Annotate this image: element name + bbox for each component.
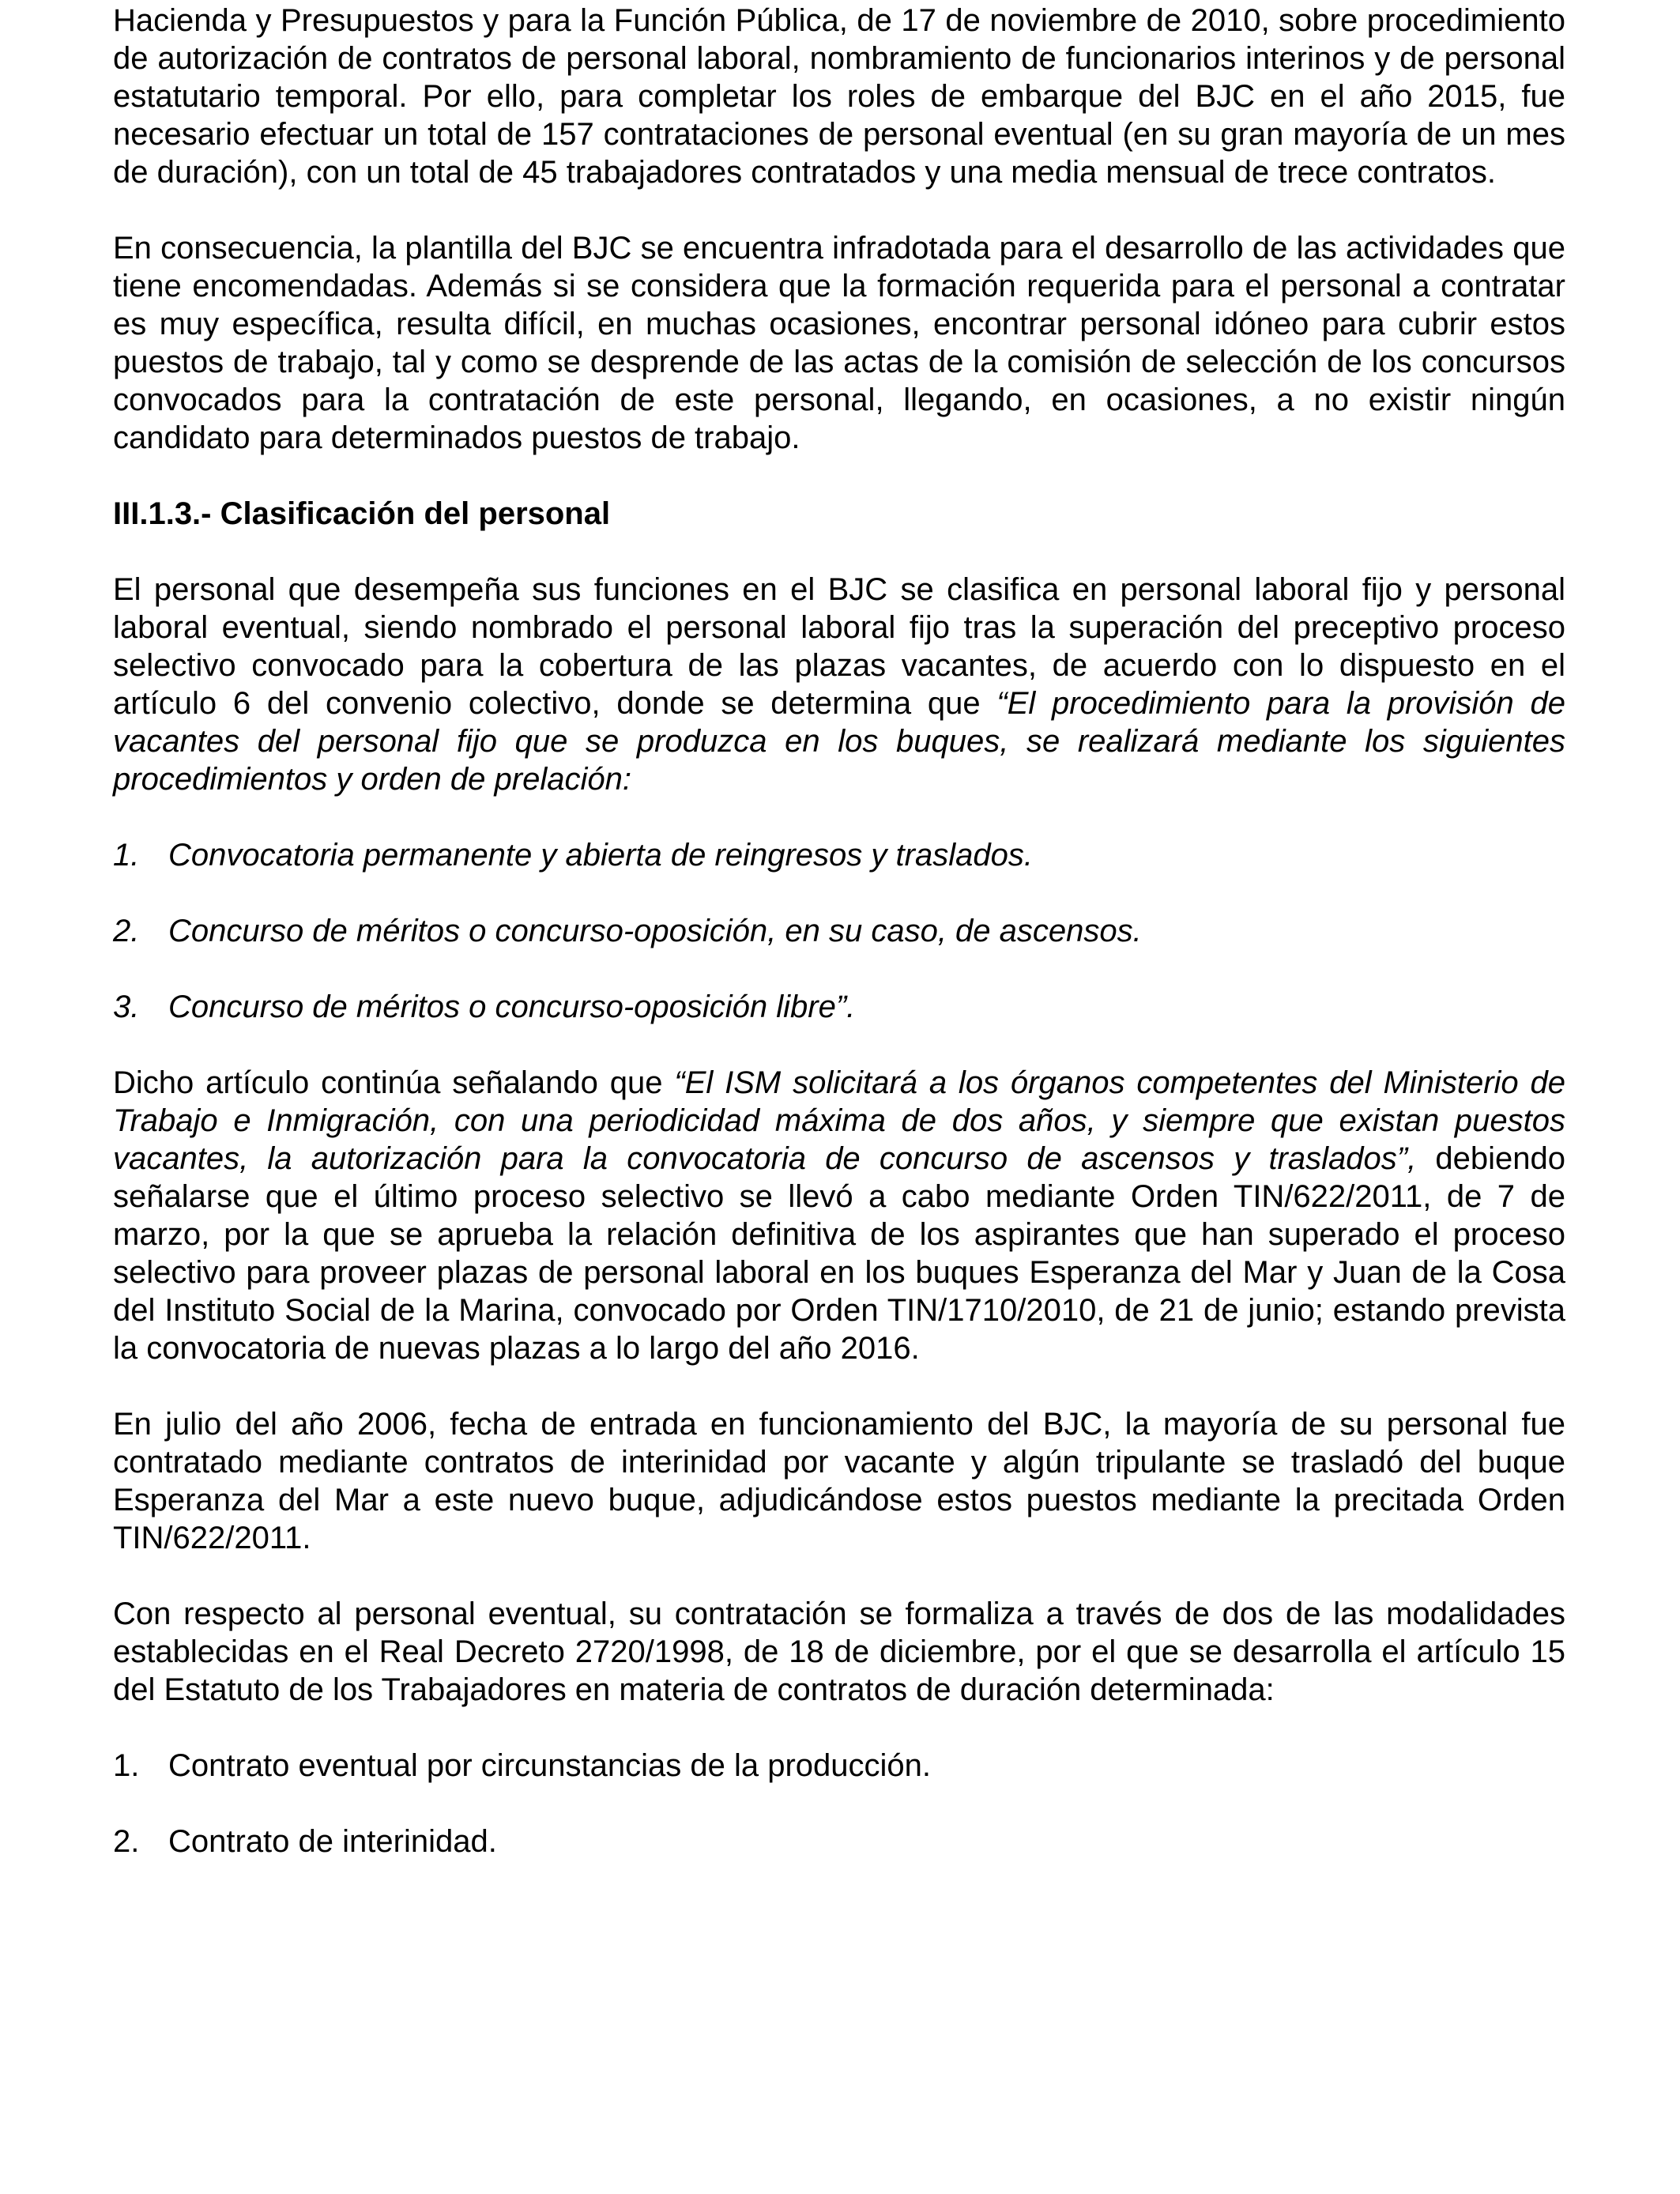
list-item-number: 1.: [113, 1748, 140, 1783]
list-item-number: 2.: [113, 1824, 140, 1859]
article-rest: debiendo señalarse que el último proceso selectivo se llevó a cabo mediante Orden TIN/622/2011, de 7 de marzo, por la que se aprueba la relación definitiva de los aspirantes que han superado el proceso selectivo para proveer plazas de personal laboral en los buques Esperanza del Mar y Juan de la Cosa del Instituto Social de la Marina, convocado por Orden TIN/1710/2010, de 21 de junio; estando prevista la convocatoria de nuevas plazas a lo largo del año 2016.: [113, 1141, 1565, 1366]
paragraph-article: [113, 1064, 1565, 1367]
list-item-text: Contrato eventual por circunstancias de la producción.: [168, 1748, 931, 1783]
paragraph-intro: Hacienda y Presupuestos y para la Función Pública, de 17 de noviembre de 2010, sobre procedimiento de autorización de contratos de personal laboral, nombramiento de funcionarios interinos y de personal estatutario temporal. Por ello, para completar los roles de embarque del BJC en el año 2015, fue necesario efectuar un total de 157 contrataciones de personal eventual (en su gran mayoría de un mes de duración), con un total de 45 trabajadores contratados y una media mensual de trece contratos.: [113, 3, 1565, 190]
list-item-number: 1.: [113, 838, 140, 873]
list-item: [113, 1747, 1565, 1785]
procedures-list: [113, 836, 1565, 1026]
article-quote: “El ISM solicitará a los órganos competentes del Ministerio de Trabajo e Inmigración, con una periodicidad máxima de dos años, y siempre que existan puestos vacantes, la autorización para la convocatoria de concurso de ascensos y traslados”,: [113, 1065, 1566, 1176]
list-item: [113, 836, 1565, 874]
list-item: [113, 1823, 1565, 1860]
contract-types-list: [113, 1747, 1565, 1860]
list-item-text: Contrato de interinidad.: [168, 1824, 497, 1859]
section-heading: III.1.3.- Clasificación del personal: [113, 496, 611, 531]
list-item-number: 2.: [113, 914, 140, 948]
classification-quote: “El procedimiento para la provisión de vacantes del personal fijo que se produzca en los buques, se realizará mediante los siguientes procedimientos y orden de prelación:: [113, 686, 1566, 797]
list-item: [113, 988, 1565, 1026]
list-item-number: 3.: [113, 990, 140, 1024]
classification-text: El personal que desempeña sus funciones en el BJC se clasifica en personal laboral fijo y personal laboral eventual, siendo nombrado el personal laboral fijo tras la superación del preceptivo proceso selectivo convocado para la cobertura de las plazas vacantes, de acuerdo con lo dispuesto en el artículo 6 del convenio colectivo, donde se determina que: [113, 572, 1565, 721]
document-page: [113, 0, 1565, 1860]
paragraph-eventual: Con respecto al personal eventual, su contratación se formaliza a través de dos de las modalidades establecidas en el Real Decreto 2720/1998, de 18 de diciembre, por el que se desarrolla el artículo 15 del Estatuto de los Trabajadores en materia de contratos de duración determinada:: [113, 1596, 1565, 1707]
paragraph-understaffing: En consecuencia, la plantilla del BJC se encuentra infradotada para el desarrollo de las actividades que tiene encomendadas. Además si se considera que la formación requerida para el personal a contratar es muy específica, resulta difícil, en muchas ocasiones, encontrar personal idóneo para cubrir estos puestos de trabajo, tal y como se desprende de las actas de la comisión de selección de los concursos convocados para la contratación de este personal, llegando, en ocasiones, a no existir ningún candidato para determinados puestos de trabajo.: [113, 231, 1565, 455]
list-item-text: Concurso de méritos o concurso-oposición, en su caso, de ascensos.: [168, 914, 1142, 948]
list-item-text: Concurso de méritos o concurso-oposición libre”.: [168, 990, 856, 1024]
list-item-text: Convocatoria permanente y abierta de reingresos y traslados.: [168, 838, 1033, 873]
paragraph-classification: [113, 571, 1565, 798]
paragraph-history: En julio del año 2006, fecha de entrada en funcionamiento del BJC, la mayoría de su personal fue contratado mediante contratos de interinidad por vacante y algún tripulante se trasladó del buque Esperanza del Mar a este nuevo buque, adjudicándose estos puestos mediante la precitada Orden TIN/622/2011.: [113, 1407, 1565, 1555]
article-lead: Dicho artículo continúa señalando que: [113, 1065, 675, 1100]
list-item: [113, 912, 1565, 950]
